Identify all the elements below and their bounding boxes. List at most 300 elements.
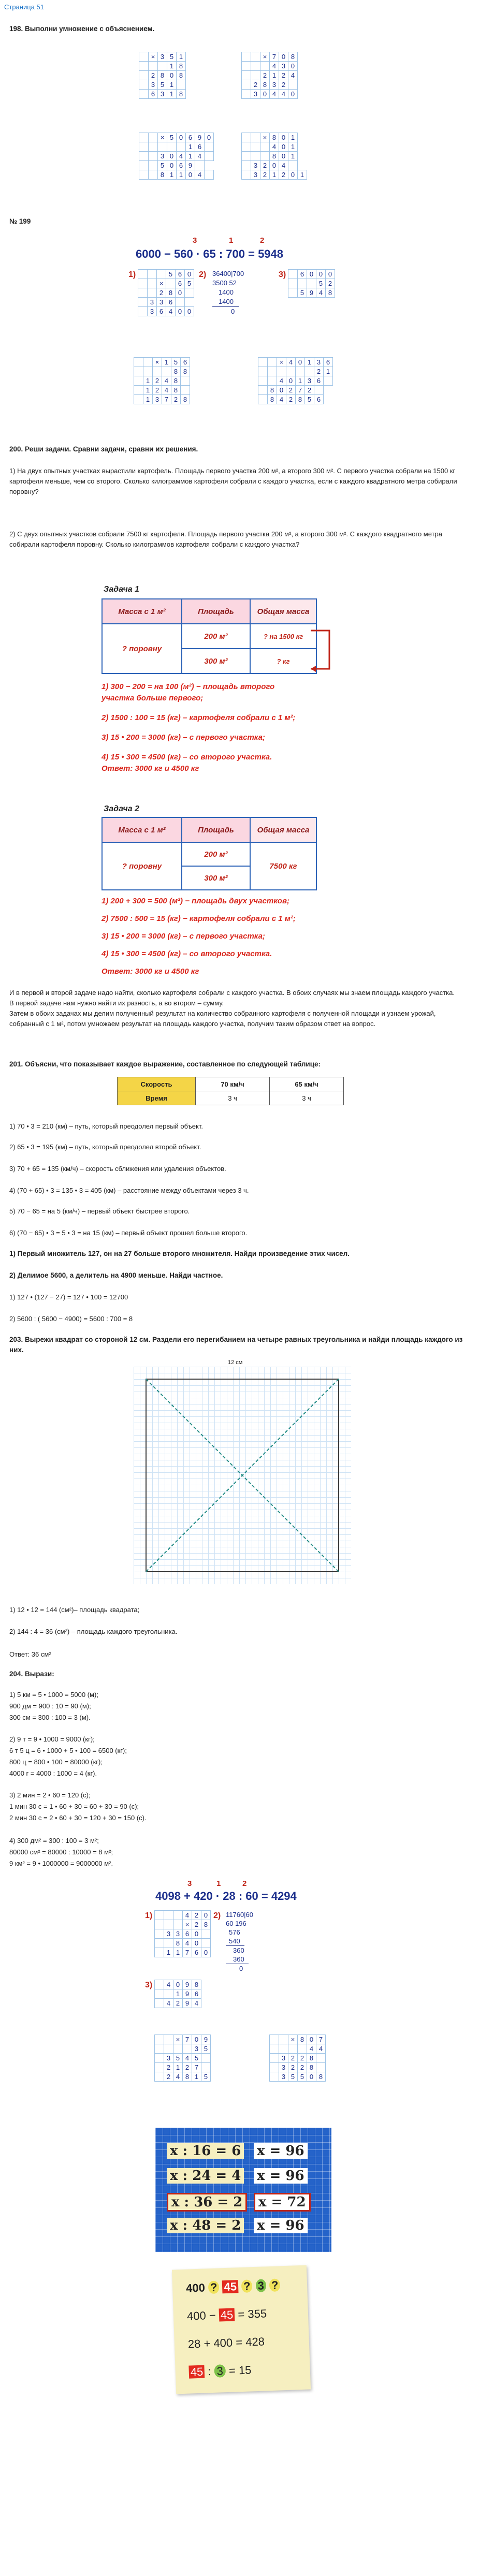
grid-cell: × xyxy=(183,1920,192,1929)
comparison-text: И в первой и второй задаче надо найти, сколько картофеля собрали с каждого участка. В обоих случаях мы знаем площадь каждого участка. В первой задаче нам нужно найти их разность, а во втором – сумму. Затем в обоих задачах мы делим полученный результат на количество собранного картофеля с полученной площади и узнаем урожай, собранный с 1 м², потом умножаем результат на площадь каждого участка, получим таким образом ответ на вопрос. xyxy=(9,989,455,1028)
grid-cell xyxy=(153,367,162,376)
unknown-sign: ? xyxy=(269,2278,281,2292)
grid-cell: 2 xyxy=(183,2063,192,2072)
conversion-line: 9 км² = 9 • 1000000 = 9000000 м². xyxy=(9,1860,113,1867)
conversion-line: 4) 300 дм² = 300 : 100 = 3 м²; xyxy=(9,1837,99,1845)
area-1: 200 м² xyxy=(182,624,250,649)
step-label: 2) xyxy=(199,270,207,279)
grid-cell: 0 xyxy=(192,1929,201,1939)
multiplication-grid xyxy=(154,1910,211,1957)
grid-cell xyxy=(164,2044,173,2054)
grid-cell: × xyxy=(260,133,270,142)
grid-cell: 3 xyxy=(164,2054,173,2063)
conversion-line: 3) 2 мин = 2 • 60 = 120 (с); xyxy=(9,1791,91,1799)
header-mass-per-m2: Масса с 1 м² xyxy=(102,599,182,624)
grid-cell: 0 xyxy=(167,71,177,80)
grid-cell xyxy=(139,90,149,99)
solution-line: 4) 15 • 300 = 4500 (кг) – со второго участка. xyxy=(101,753,272,762)
grid-cell xyxy=(149,142,158,152)
grid-cell: 5 xyxy=(298,2072,307,2082)
grid-cell: 9 xyxy=(201,2035,211,2044)
row-label-speed: Скорость xyxy=(118,1077,196,1091)
bracket-arrow xyxy=(309,619,340,681)
number: 28 + xyxy=(187,2336,214,2351)
grid-cell: 4 xyxy=(173,2072,183,2082)
grid-cell: 5 xyxy=(288,2072,298,2082)
grid-cell: 8 xyxy=(316,2072,326,2082)
grid-cell: 2 xyxy=(305,386,314,395)
grid-row xyxy=(139,152,214,161)
task-198-heading: 198. Выполни умножение с объяснением. xyxy=(9,25,155,33)
task-202-a2: 2) 5600 : ( 5600 − 4900) = 5600 : 700 = 8 xyxy=(9,1315,133,1323)
grid-cell: 2 xyxy=(326,279,335,288)
grid-cell xyxy=(288,279,298,288)
grid-cell: 4 xyxy=(277,395,286,404)
grid-cell: 0 xyxy=(279,52,288,62)
grid-cell: 9 xyxy=(183,1980,192,1989)
number: 45 xyxy=(222,2280,238,2293)
grid-row xyxy=(134,376,190,386)
grid-cell: × xyxy=(158,133,167,142)
grid-cell: 1 xyxy=(305,358,314,367)
area-2: 300 м² xyxy=(182,866,250,890)
sticky-row xyxy=(187,2307,267,2323)
grid-cell: 0 xyxy=(326,270,335,279)
multiplication-grid xyxy=(241,133,307,180)
grid-cell: 2 xyxy=(192,1920,201,1929)
grid-cell xyxy=(268,376,277,386)
grid-cell: 1 xyxy=(143,376,153,386)
grid-row xyxy=(270,2072,326,2082)
grid-cell: 8 xyxy=(307,2063,316,2072)
grid-cell: 0 xyxy=(288,170,298,180)
grid-cell xyxy=(260,142,270,152)
grid-row xyxy=(242,152,307,161)
step-label: 3) xyxy=(145,1981,153,1989)
grid-cell: 4 xyxy=(279,90,288,99)
grid-cell: 7 xyxy=(162,395,171,404)
grid-row xyxy=(134,395,190,404)
task-1-solution xyxy=(101,681,412,774)
order-mark: 2 xyxy=(260,236,265,245)
grid-cell: 0 xyxy=(307,270,316,279)
grid-cell xyxy=(288,270,298,279)
grid-cell: 1 xyxy=(177,170,186,180)
task-202-a1: 1) 127 • (127 − 27) = 127 • 100 = 12700 xyxy=(9,1293,128,1301)
grid-cell: 2 xyxy=(251,80,260,90)
grid-cell: 0 xyxy=(192,2035,201,2044)
number: 3 xyxy=(255,2279,266,2292)
grid-cell xyxy=(149,62,158,71)
grid-row xyxy=(242,52,298,62)
grid-row xyxy=(288,270,335,279)
grid-row xyxy=(258,376,333,386)
page-label[interactable]: Страница 51 xyxy=(4,3,44,11)
grid-cell: 6 xyxy=(157,307,166,316)
grid-cell: 9 xyxy=(183,1999,192,2008)
task-202-q2: 2) Делимое 5600, а делитель на 4900 меньше. Найди частное. xyxy=(9,1271,223,1279)
grid-cell: 3 xyxy=(158,152,167,161)
conversion-line: 2) 9 т = 9 • 1000 = 9000 (кг); xyxy=(9,1735,95,1743)
solution-line: 1) 200 + 300 = 500 (м²) − площадь двух участков; xyxy=(101,897,290,905)
grid-cell: 2 xyxy=(260,170,270,180)
grid-cell: 3 xyxy=(192,2044,201,2054)
grid-cell: 2 xyxy=(279,71,288,80)
grid-cell xyxy=(138,288,148,298)
grid-cell: 6 xyxy=(186,133,195,142)
grid-cell xyxy=(139,80,149,90)
grid-cell xyxy=(314,386,324,395)
grid-cell: 4 xyxy=(195,152,205,161)
header-area: Площадь xyxy=(182,599,250,624)
grid-cell: 0 xyxy=(288,62,298,71)
grid-cell: 5 xyxy=(158,80,167,90)
division-line: 360 xyxy=(226,1955,249,1964)
grid-cell xyxy=(270,2063,279,2072)
grid-cell: 4 xyxy=(162,386,171,395)
expl-line: 4) (70 + 65) • 3 = 135 • 3 = 405 (км) – расстояние между объектами через 3 ч. xyxy=(9,1187,249,1194)
grid-cell xyxy=(242,152,251,161)
grid-cell: 8 xyxy=(270,133,279,142)
grid-cell xyxy=(286,367,296,376)
grid-cell: 6 xyxy=(298,270,307,279)
equal-cell: ? поровну xyxy=(102,624,182,674)
grid-cell: 0 xyxy=(288,90,298,99)
grid-cell: 1 xyxy=(298,170,307,180)
grid-cell: 6 xyxy=(177,161,186,170)
grid-cell: 5 xyxy=(173,2054,183,2063)
grid-cell: 4 xyxy=(164,1999,173,2008)
grid-cell: 3 xyxy=(149,80,158,90)
solution: x = 96 xyxy=(254,2218,308,2233)
order-mark: 3 xyxy=(187,1879,192,1888)
grid-cell xyxy=(155,2054,164,2063)
grid-cell: 2 xyxy=(153,386,162,395)
grid-cell: 8 xyxy=(177,90,186,99)
grid-cell: 8 xyxy=(268,386,277,395)
grid-cell: 3 xyxy=(279,62,288,71)
grid-cell: 4 xyxy=(286,358,296,367)
speed-1: 70 км/ч xyxy=(196,1077,270,1091)
grid-cell: 0 xyxy=(279,133,288,142)
mass-1: ? на 1500 кг xyxy=(250,624,316,649)
grid-cell: 0 xyxy=(277,386,286,395)
grid-cell: 5 xyxy=(192,2054,201,2063)
grid-cell xyxy=(251,152,260,161)
grid-row xyxy=(242,90,298,99)
division-line: 11760|60 xyxy=(226,1911,254,1919)
grid-cell: 1 xyxy=(296,376,305,386)
grid-cell xyxy=(270,2044,279,2054)
grid-cell: 4 xyxy=(316,288,326,298)
solution-line: 4) 15 • 300 = 4500 (кг) – со второго участка. xyxy=(101,949,272,958)
header-total-mass: Общая масса xyxy=(250,817,316,842)
grid-cell: 1 xyxy=(167,62,177,71)
multiplication-grid xyxy=(138,269,194,316)
grid-cell: 5 xyxy=(166,270,176,279)
grid-cell xyxy=(148,279,157,288)
grid-cell: 8 xyxy=(183,2072,192,2082)
grid-cell: 4 xyxy=(270,62,279,71)
grid-cell: 1 xyxy=(164,1948,173,1957)
number: 400 xyxy=(185,2281,206,2295)
grid-row xyxy=(138,307,194,316)
equal-cell: ? поровну xyxy=(102,842,182,890)
grid-cell xyxy=(201,1939,211,1948)
grid-cell: 0 xyxy=(270,161,279,170)
grid-row xyxy=(134,358,190,367)
grid-cell: 1 xyxy=(173,1948,183,1957)
grid-row xyxy=(155,1948,211,1957)
grid-cell xyxy=(139,62,149,71)
grid-row xyxy=(155,1980,201,1989)
grid-cell: 3 xyxy=(279,2054,288,2063)
grid-cell xyxy=(134,376,143,386)
task-2-solution xyxy=(101,896,423,977)
grid-cell: 0 xyxy=(307,2072,316,2082)
grid-cell xyxy=(288,2044,298,2054)
grid-cell: 5 xyxy=(201,2072,211,2082)
equation: x : 36 = 2 xyxy=(167,2193,247,2212)
grid-cell: 2 xyxy=(286,386,296,395)
grid-cell xyxy=(162,367,171,376)
grid-cell: 2 xyxy=(314,367,324,376)
grid-cell: 2 xyxy=(164,2063,173,2072)
grid-cell: 9 xyxy=(183,1989,192,1999)
grid-row xyxy=(242,142,307,152)
grid-cell xyxy=(149,170,158,180)
grid-cell xyxy=(155,2044,164,2054)
number: 45 xyxy=(219,2308,235,2321)
grid-cell: 0 xyxy=(296,358,305,367)
grid-cell: 6 xyxy=(176,270,185,279)
grid-cell: 4 xyxy=(307,2044,316,2054)
grid-cell: 6 xyxy=(314,376,324,386)
grid-row xyxy=(139,142,214,152)
grid-row xyxy=(155,2035,211,2044)
task-202-q1: 1) Первый множитель 127, он на 27 больше второго множителя. Найди произведение этих чисел. xyxy=(9,1250,350,1257)
area-line: 2) 144 : 4 = 36 (см²) – площадь каждого треугольника. xyxy=(9,1628,178,1635)
order-mark: 1 xyxy=(216,1879,221,1888)
grid-row xyxy=(242,133,307,142)
grid-cell: 3 xyxy=(270,80,279,90)
grid-cell xyxy=(279,2035,288,2044)
grid-cell xyxy=(167,142,177,152)
grid-cell: 4 xyxy=(177,152,186,161)
grid-cell xyxy=(242,62,251,71)
grid-cell: 0 xyxy=(176,288,185,298)
grid-cell: 6 xyxy=(166,298,176,307)
answer-line: Ответ: 36 см² xyxy=(9,1650,51,1658)
multiplication-grid xyxy=(154,2035,211,2082)
grid-cell: 5 xyxy=(316,279,326,288)
grid-cell xyxy=(155,2035,164,2044)
grid-cell: 8 xyxy=(181,367,190,376)
grid-cell: 7 xyxy=(183,1948,192,1957)
division-line: 0 xyxy=(231,308,235,315)
grid-cell xyxy=(164,1911,173,1920)
grid-cell: 0 xyxy=(177,133,186,142)
grid-cell: 0 xyxy=(201,1911,211,1920)
sticky-row xyxy=(188,2363,252,2379)
multiplication-grid xyxy=(269,2035,326,2082)
grid-cell xyxy=(149,152,158,161)
grid-cell: 8 xyxy=(177,71,186,80)
conversion-line: 1) 5 км = 5 • 1000 = 5000 (м); xyxy=(9,1691,98,1699)
grid-row xyxy=(155,1920,211,1929)
grid-cell: 2 xyxy=(288,2054,298,2063)
grid-cell xyxy=(307,279,316,288)
conversion-line: 300 см = 300 : 100 = 3 (м). xyxy=(9,1714,91,1721)
grid-row xyxy=(258,395,333,404)
area-1: 200 м² xyxy=(182,842,250,866)
header-mass-per-m2: Масса с 1 м² xyxy=(102,817,182,842)
grid-cell: 4 xyxy=(288,71,298,80)
long-division xyxy=(212,269,280,316)
area-line: 1) 12 • 12 = 144 (см²)– площадь квадрата; xyxy=(9,1606,140,1614)
task-1-table xyxy=(101,598,317,674)
grid-cell: 0 xyxy=(316,270,326,279)
grid-cell xyxy=(270,2072,279,2082)
grid-cell xyxy=(260,62,270,71)
grid-cell: 1 xyxy=(270,170,279,180)
grid-cell xyxy=(242,133,251,142)
division-line: 36400|700 xyxy=(212,270,244,277)
header-total-mass: Общая масса xyxy=(250,599,316,624)
board-row xyxy=(167,2214,320,2238)
grid-cell: 2 xyxy=(173,1999,183,2008)
grid-cell: 1 xyxy=(270,71,279,80)
grid-cell xyxy=(268,367,277,376)
grid-cell xyxy=(296,367,305,376)
problem-2-text: 2) С двух опытных участков собрали 7500 кг картофеля. Площадь первого участка 200 м², а второго 300 м². С каждого квадратного метра собирали картофеля поровну. Сколько килограммов картофеля собрали с каждого участка? xyxy=(9,530,442,548)
grid-cell: 6 xyxy=(195,142,205,152)
task-2-title: Задача 2 xyxy=(104,804,139,813)
speed-time-table xyxy=(117,1077,344,1105)
grid-cell: 8 xyxy=(181,395,190,404)
grid-cell: 1 xyxy=(177,52,186,62)
multiplication-grid xyxy=(134,357,190,404)
grid-cell: 5 xyxy=(298,288,307,298)
grid-cell: 6 xyxy=(176,279,185,288)
solution-line: 2) 1500 : 100 = 15 (кг) – картофеля собрали с 1 м²; xyxy=(101,713,296,722)
grid-cell: 4 xyxy=(195,170,205,180)
order-mark: 2 xyxy=(242,1879,247,1888)
grid-cell: 0 xyxy=(201,1948,211,1957)
grid-cell xyxy=(139,161,149,170)
grid-row xyxy=(155,1939,211,1948)
grid-cell xyxy=(201,1929,211,1939)
grid-cell: 6 xyxy=(192,1989,201,1999)
grid-cell: 9 xyxy=(307,288,316,298)
grid-cell xyxy=(139,71,149,80)
grid-row xyxy=(139,71,186,80)
grid-cell: 0 xyxy=(186,170,195,180)
grid-cell: 4 xyxy=(183,2054,192,2063)
answer-line: Ответ: 3000 кг и 4500 кг xyxy=(101,764,199,773)
grid-cell xyxy=(173,1920,183,1929)
task-201-heading: 201. Объясни, что показывает каждое выражение, составленное по следующей таблице: xyxy=(9,1060,321,1068)
solution: x = 72 xyxy=(254,2193,311,2212)
grid-cell: 4 xyxy=(277,376,286,386)
grid-cell: 8 xyxy=(201,1920,211,1929)
grid-cell xyxy=(195,161,205,170)
step-label: 1) xyxy=(128,270,136,279)
grid-cell xyxy=(242,52,251,62)
grid-cell xyxy=(258,386,268,395)
equation: x : 24 = 4 xyxy=(167,2168,244,2184)
task-203-heading: 203. Вырежи квадрат со стороной 12 см. Раздели его перегибанием на четыре равных треугольника и найди площадь каждого из них. xyxy=(9,1336,463,1354)
grid-cell xyxy=(242,80,251,90)
grid-cell: 0 xyxy=(307,2035,316,2044)
grid-cell xyxy=(139,133,149,142)
grid-cell: 2 xyxy=(286,395,296,404)
grid-cell: 1 xyxy=(173,2063,183,2072)
grid-row xyxy=(139,80,186,90)
grid-cell: 0 xyxy=(167,152,177,161)
grid-cell: × xyxy=(277,358,286,367)
grid-cell xyxy=(258,395,268,404)
order-mark: 3 xyxy=(193,236,197,245)
number: 3 xyxy=(214,2364,226,2378)
grid-row xyxy=(155,2044,211,2054)
grid-cell: 8 xyxy=(326,288,335,298)
grid-row xyxy=(288,288,335,298)
unknown-sign: ? xyxy=(208,2280,220,2294)
step-label: 1) xyxy=(145,1911,153,1920)
order-mark: 1 xyxy=(229,236,234,245)
grid-cell xyxy=(270,2035,279,2044)
grid-cell: 5 xyxy=(305,395,314,404)
grid-cell xyxy=(155,1911,164,1920)
solution-line: 1) 300 − 200 = на 100 (м²) − площадь второго участка больше первого; xyxy=(101,682,275,702)
grid-cell xyxy=(155,1920,164,1929)
grid-cell: 0 xyxy=(192,1939,201,1948)
grid-cell xyxy=(316,2063,326,2072)
board-rows xyxy=(167,2139,320,2238)
grid-cell: 0 xyxy=(260,90,270,99)
grid-row xyxy=(155,1911,211,1920)
header-area: Площадь xyxy=(182,817,250,842)
grid-cell xyxy=(134,367,143,376)
grid-cell xyxy=(158,142,167,152)
grid-cell: × xyxy=(173,2035,183,2044)
grid-cell: 7 xyxy=(316,2035,326,2044)
grid-cell xyxy=(155,1948,164,1957)
grid-cell: 5 xyxy=(201,2044,211,2054)
multiplication-grid xyxy=(139,133,214,180)
division-line: 360 xyxy=(233,1946,244,1954)
grid-cell: 0 xyxy=(185,270,194,279)
grid-cell xyxy=(148,288,157,298)
grid-cell xyxy=(149,133,158,142)
grid-cell: 6 xyxy=(183,1929,192,1939)
grid-cell xyxy=(205,152,214,161)
grid-cell: 1 xyxy=(192,2072,201,2082)
grid-cell xyxy=(143,358,153,367)
grid-cell: × xyxy=(153,358,162,367)
grid-cell xyxy=(149,161,158,170)
grid-cell: 8 xyxy=(177,62,186,71)
grid-cell xyxy=(155,2072,164,2082)
grid-cell: 8 xyxy=(307,2054,316,2063)
problem-1-text: 1) На двух опытных участках вырастили картофель. Площадь первого участка 200 м², а второго 300 м². С первого участка собрали на 1500 кг картофеля меньше, чем со второго. Сколько килограммов картофеля собрали с каждого участка, если с каждого квадратного метра собирали поровну? xyxy=(9,467,457,495)
grid-cell xyxy=(164,1920,173,1929)
row-label-time: Время xyxy=(118,1091,196,1105)
equation: x : 48 = 2 xyxy=(167,2218,244,2233)
solution-line: 2) 7500 : 500 = 15 (кг) − картофеля собрали с 1 м²; xyxy=(101,914,296,923)
grid-cell: 6 xyxy=(192,1948,201,1957)
